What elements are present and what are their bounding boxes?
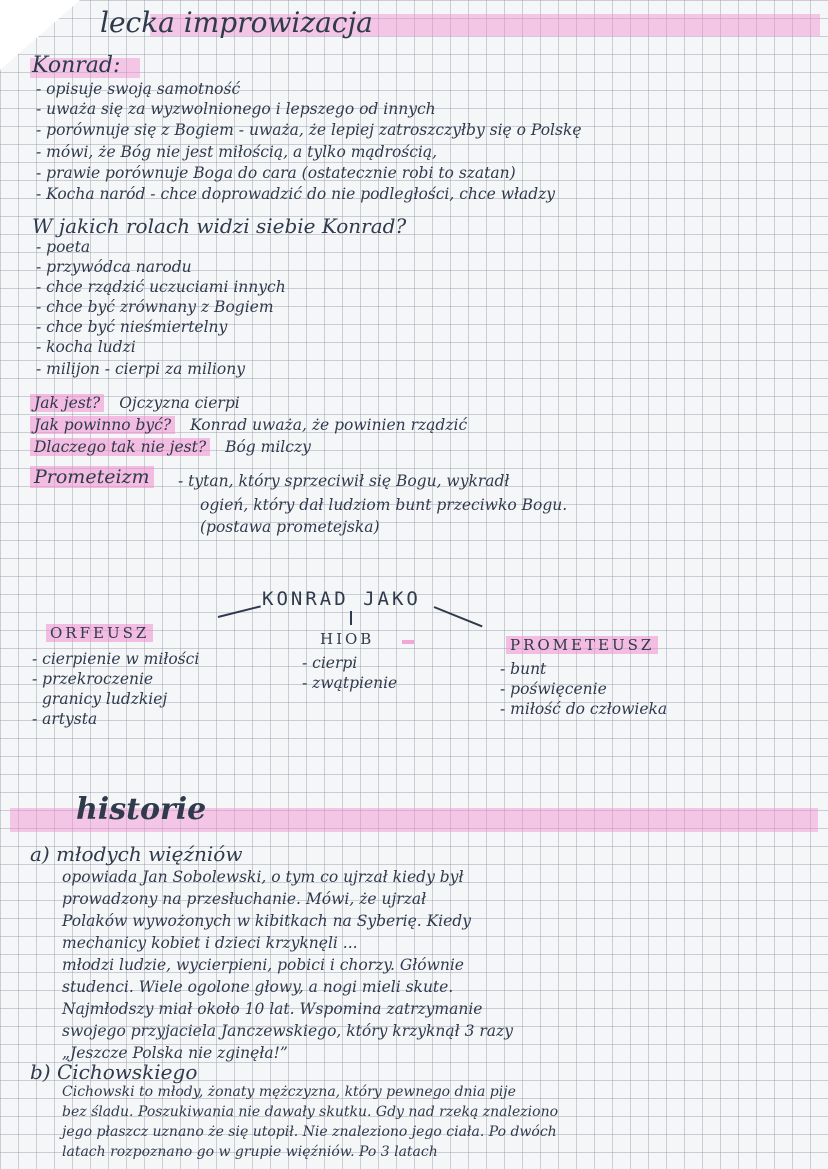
- orfeusz-item-3: granicy ludzkiej: [42, 690, 168, 708]
- question-1-answer: Ojczyzna cierpi: [119, 394, 240, 412]
- roles-item-7: - milijon - cierpi za miliony: [36, 360, 245, 378]
- prometeizm-def-2: ogień, który dał ludziom bunt przeciwko Bogu.: [200, 496, 568, 514]
- page-title: lecka improwizacja: [100, 6, 373, 39]
- roles-item-1: - poeta: [36, 238, 91, 256]
- prometeusz-item-2: - poświęcenie: [500, 680, 607, 698]
- historie-a-line-7: Najmłodszy miał około 10 lat. Wspomina zatrzymanie: [62, 1000, 483, 1018]
- question-3: [30, 438, 311, 456]
- orfeusz-label: ORFEUSZ: [46, 624, 153, 642]
- roles-item-4: - chce być zrównany z Bogiem: [36, 298, 274, 316]
- roles-heading: W jakich rolach widzi siebie Konrad?: [32, 214, 407, 238]
- historie-b-line-2: bez śladu. Poszukiwania nie dawały skutku. Gdy nad rzeką znaleziono: [62, 1104, 559, 1120]
- konrad-item-6: - Kocha naród - chce doprowadzić do nie podległości, chce władzy: [36, 185, 556, 203]
- question-2-answer: Konrad uważa, że powinien rządzić: [190, 416, 468, 434]
- historie-a-line-3: Polaków wywożonych w kibitkach na Syberię. Kiedy: [62, 912, 471, 930]
- historie-b-line-1: Cichowski to młody, żonaty mężczyzna, który pewnego dnia pije: [62, 1084, 516, 1100]
- historie-heading: historie: [76, 792, 207, 827]
- historie-b-line-3: jego płaszcz uznano że się utopił. Nie znaleziono jego ciała. Po dwóch: [62, 1124, 557, 1140]
- diagram-left-branch: [218, 605, 261, 618]
- orfeusz-item-4: - artysta: [32, 710, 98, 728]
- konrad-item-3: - porównuje się z Bogiem - uważa, że lepiej zatroszczyłby się o Polskę: [36, 121, 582, 139]
- historie-a-label: a) młodych więźniów: [30, 842, 243, 866]
- question-3-label: Dlaczego tak nie jest?: [30, 438, 210, 456]
- diagram-col-3-title: [506, 636, 658, 654]
- roles-item-6: - kocha ludzi: [36, 338, 136, 356]
- diagram-center: KONRAD JAKO: [262, 588, 421, 610]
- orfeusz-item-1: - cierpienie w miłości: [32, 650, 200, 668]
- diagram-center-stem: [350, 611, 352, 625]
- roles-item-5: - chce być nieśmiertelny: [36, 318, 228, 336]
- historie-a-line-2: prowadzony na przesłuchanie. Mówi, że ujrzał: [62, 890, 427, 908]
- historie-a-line-1: opowiada Jan Sobolewski, o tym co ujrzał kiedy był: [62, 868, 464, 886]
- historie-a-line-9: „Jeszcze Polska nie zginęła!”: [62, 1044, 288, 1062]
- historie-b-label: b) Cichowskiego: [30, 1060, 198, 1084]
- diagram-col-1-title: [46, 624, 153, 642]
- diagram-right-branch: [434, 606, 483, 627]
- orfeusz-item-2: - przekroczenie: [32, 670, 154, 688]
- historie-b-line-4: latach rozpoznano go w grupie więźniów. Po 3 latach: [62, 1144, 438, 1160]
- question-2-label: Jak powinno być?: [30, 416, 175, 434]
- konrad-item-1: - opisuje swoją samotność: [36, 80, 241, 98]
- historie-a-line-4: mechanicy kobiet i dzieci krzyknęli ...: [62, 934, 358, 952]
- konrad-heading: Konrad:: [32, 53, 121, 78]
- question-1: [30, 394, 240, 412]
- prometeizm-def-3: (postawa prometejska): [200, 518, 380, 536]
- konrad-item-2: - uważa się za wyzwolnionego i lepszego od innych: [36, 100, 436, 118]
- prometeizm-def-1: - tytan, który sprzeciwił się Bogu, wykradł: [178, 472, 510, 490]
- konrad-item-5: - prawie porównuje Boga do cara (ostatecznie robi to szatan): [36, 164, 516, 182]
- question-3-answer: Bóg milczy: [225, 438, 311, 456]
- prometeizm-term-label: Prometeizm: [30, 466, 154, 488]
- historie-a-line-6: studenci. Wiele ogolone głowy, a nogi mieli skute.: [62, 978, 454, 996]
- hiob-mark: [402, 640, 414, 644]
- hiob-item-1: - cierpi: [302, 654, 358, 672]
- roles-item-2: - przywódca narodu: [36, 258, 192, 276]
- prometeusz-item-3: - miłość do człowieka: [500, 700, 668, 718]
- prometeusz-label: PROMETEUSZ: [506, 636, 658, 654]
- roles-item-3: - chce rządzić uczuciami innych: [36, 278, 286, 296]
- historie-a-line-8: swojego przyjaciela Janczewskiego, który krzyknął 3 razy: [62, 1022, 513, 1040]
- prometeusz-item-1: - bunt: [500, 660, 547, 678]
- diagram-col-2-title: HIOB: [320, 630, 375, 648]
- hiob-item-2: - zwątpienie: [302, 674, 398, 692]
- konrad-item-4: - mówi, że Bóg nie jest miłością, a tylko mądrością,: [36, 143, 438, 161]
- prometeizm-term: [30, 466, 154, 488]
- question-1-label: Jak jest?: [30, 394, 104, 412]
- historie-a-line-5: młodzi ludzie, wycierpieni, pobici i chorzy. Głównie: [62, 956, 464, 974]
- question-2: [30, 416, 467, 434]
